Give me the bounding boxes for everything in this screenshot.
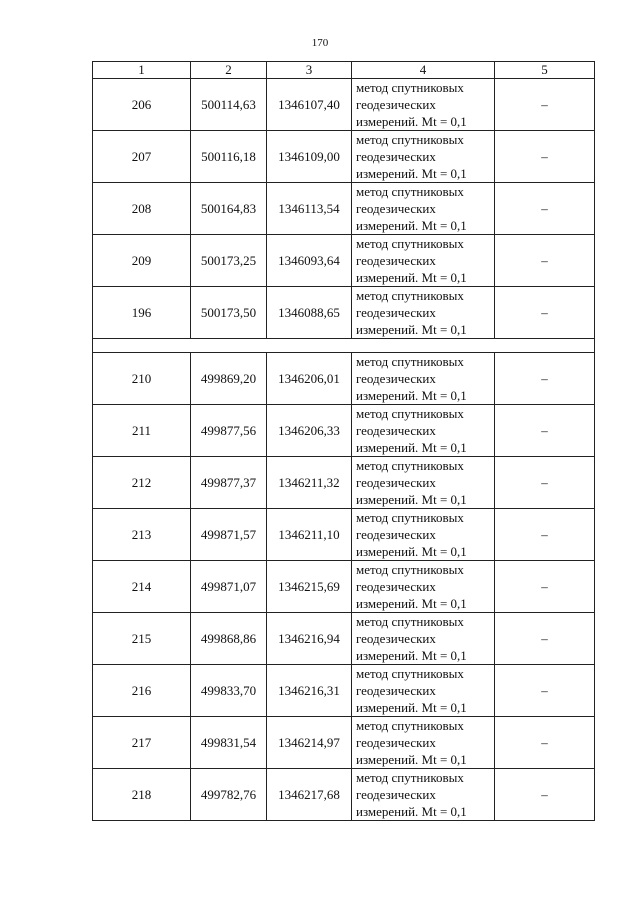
table-row (93, 235, 595, 287)
method-line: метод спутниковых (356, 236, 464, 251)
method-line: измерений. Mt = 0,1 (356, 166, 467, 181)
coordinate-y: 1346093,64 (267, 235, 352, 287)
point-number: 208 (93, 183, 191, 235)
method-line: метод спутниковых (356, 562, 464, 577)
coordinate-y: 1346109,00 (267, 131, 352, 183)
coordinate-x: 500114,63 (191, 79, 267, 131)
point-number: 218 (93, 769, 191, 821)
method-line: измерений. Mt = 0,1 (356, 440, 467, 455)
accuracy-dash: – (495, 405, 595, 457)
column-header-3: 3 (267, 62, 352, 79)
coordinate-x: 500116,18 (191, 131, 267, 183)
method-line: метод спутниковых (356, 288, 464, 303)
method-line: измерений. Mt = 0,1 (356, 388, 467, 403)
method-line: геодезических (356, 579, 436, 594)
coordinate-y: 1346206,33 (267, 405, 352, 457)
method-line: метод спутниковых (356, 718, 464, 733)
method-line: геодезических (356, 527, 436, 542)
table-row (93, 79, 595, 131)
coordinate-y: 1346113,54 (267, 183, 352, 235)
table-row (93, 457, 595, 509)
method-line: геодезических (356, 97, 436, 112)
accuracy-dash: – (495, 183, 595, 235)
column-header-4: 4 (352, 62, 495, 79)
method-line: измерений. Mt = 0,1 (356, 804, 467, 819)
coordinate-y: 1346214,97 (267, 717, 352, 769)
method-description (352, 131, 495, 183)
method-line: измерений. Mt = 0,1 (356, 596, 467, 611)
table-row (93, 717, 595, 769)
method-description (352, 509, 495, 561)
accuracy-dash: – (495, 717, 595, 769)
method-line: метод спутниковых (356, 354, 464, 369)
point-number: 196 (93, 287, 191, 339)
method-line: измерений. Mt = 0,1 (356, 544, 467, 559)
method-description (352, 405, 495, 457)
coordinate-x: 500173,25 (191, 235, 267, 287)
method-line: измерений. Mt = 0,1 (356, 752, 467, 767)
method-line: метод спутниковых (356, 406, 464, 421)
method-line: метод спутниковых (356, 510, 464, 525)
coordinate-x: 499782,76 (191, 769, 267, 821)
method-description (352, 717, 495, 769)
table-row (93, 561, 595, 613)
method-line: геодезических (356, 475, 436, 490)
coordinate-y: 1346206,01 (267, 353, 352, 405)
table-row (93, 665, 595, 717)
method-line: метод спутниковых (356, 80, 464, 95)
coordinate-x: 499869,20 (191, 353, 267, 405)
method-line: геодезических (356, 305, 436, 320)
method-line: измерений. Mt = 0,1 (356, 218, 467, 233)
table-row (93, 353, 595, 405)
method-line: метод спутниковых (356, 132, 464, 147)
table-row (93, 405, 595, 457)
method-line: измерений. Mt = 0,1 (356, 700, 467, 715)
coordinate-y: 1346088,65 (267, 287, 352, 339)
method-line: измерений. Mt = 0,1 (356, 648, 467, 663)
accuracy-dash: – (495, 457, 595, 509)
point-number: 211 (93, 405, 191, 457)
accuracy-dash: – (495, 131, 595, 183)
method-description (352, 353, 495, 405)
method-line: геодезических (356, 683, 436, 698)
accuracy-dash: – (495, 613, 595, 665)
point-number: 214 (93, 561, 191, 613)
method-description (352, 235, 495, 287)
accuracy-dash: – (495, 769, 595, 821)
table-row (93, 131, 595, 183)
method-line: измерений. Mt = 0,1 (356, 114, 467, 129)
method-line: метод спутниковых (356, 458, 464, 473)
point-number: 213 (93, 509, 191, 561)
point-number: 215 (93, 613, 191, 665)
coordinate-y: 1346107,40 (267, 79, 352, 131)
method-description (352, 613, 495, 665)
method-description (352, 79, 495, 131)
method-line: геодезических (356, 201, 436, 216)
method-line: измерений. Mt = 0,1 (356, 270, 467, 285)
method-line: измерений. Mt = 0,1 (356, 322, 467, 337)
column-header-5: 5 (495, 62, 595, 79)
coordinate-y: 1346211,32 (267, 457, 352, 509)
point-number: 212 (93, 457, 191, 509)
coordinate-x: 499831,54 (191, 717, 267, 769)
method-line: геодезических (356, 149, 436, 164)
coordinates-table (92, 61, 595, 821)
group-separator-row (93, 339, 595, 353)
page-number: 170 (311, 37, 329, 49)
point-number: 207 (93, 131, 191, 183)
method-line: геодезических (356, 787, 436, 802)
table-header-row (93, 62, 595, 79)
table-row (93, 613, 595, 665)
method-line: геодезических (356, 253, 436, 268)
accuracy-dash: – (495, 561, 595, 613)
coordinate-x: 500173,50 (191, 287, 267, 339)
coordinate-x: 500164,83 (191, 183, 267, 235)
coordinate-x: 499877,56 (191, 405, 267, 457)
method-line: метод спутниковых (356, 666, 464, 681)
table-row (93, 183, 595, 235)
accuracy-dash: – (495, 287, 595, 339)
method-line: геодезических (356, 371, 436, 386)
method-line: метод спутниковых (356, 184, 464, 199)
coordinate-y: 1346215,69 (267, 561, 352, 613)
accuracy-dash: – (495, 353, 595, 405)
point-number: 210 (93, 353, 191, 405)
method-line: геодезических (356, 423, 436, 438)
column-header-2: 2 (191, 62, 267, 79)
method-line: метод спутниковых (356, 614, 464, 629)
method-line: геодезических (356, 631, 436, 646)
method-description (352, 769, 495, 821)
coordinate-x: 499871,57 (191, 509, 267, 561)
point-number: 209 (93, 235, 191, 287)
coordinate-y: 1346216,31 (267, 665, 352, 717)
accuracy-dash: – (495, 79, 595, 131)
table-row (93, 509, 595, 561)
method-line: метод спутниковых (356, 770, 464, 785)
group-separator-cell (93, 339, 595, 353)
point-number: 206 (93, 79, 191, 131)
accuracy-dash: – (495, 235, 595, 287)
method-description (352, 561, 495, 613)
point-number: 216 (93, 665, 191, 717)
coordinate-x: 499833,70 (191, 665, 267, 717)
accuracy-dash: – (495, 665, 595, 717)
column-header-1: 1 (93, 62, 191, 79)
accuracy-dash: – (495, 509, 595, 561)
coordinate-y: 1346211,10 (267, 509, 352, 561)
point-number: 217 (93, 717, 191, 769)
method-description (352, 183, 495, 235)
table-row (93, 769, 595, 821)
method-description (352, 665, 495, 717)
coordinate-y: 1346217,68 (267, 769, 352, 821)
method-description (352, 457, 495, 509)
method-line: измерений. Mt = 0,1 (356, 492, 467, 507)
coordinate-x: 499868,86 (191, 613, 267, 665)
coordinate-y: 1346216,94 (267, 613, 352, 665)
coordinate-x: 499877,37 (191, 457, 267, 509)
table-row (93, 287, 595, 339)
method-description (352, 287, 495, 339)
coordinate-x: 499871,07 (191, 561, 267, 613)
method-line: геодезических (356, 735, 436, 750)
